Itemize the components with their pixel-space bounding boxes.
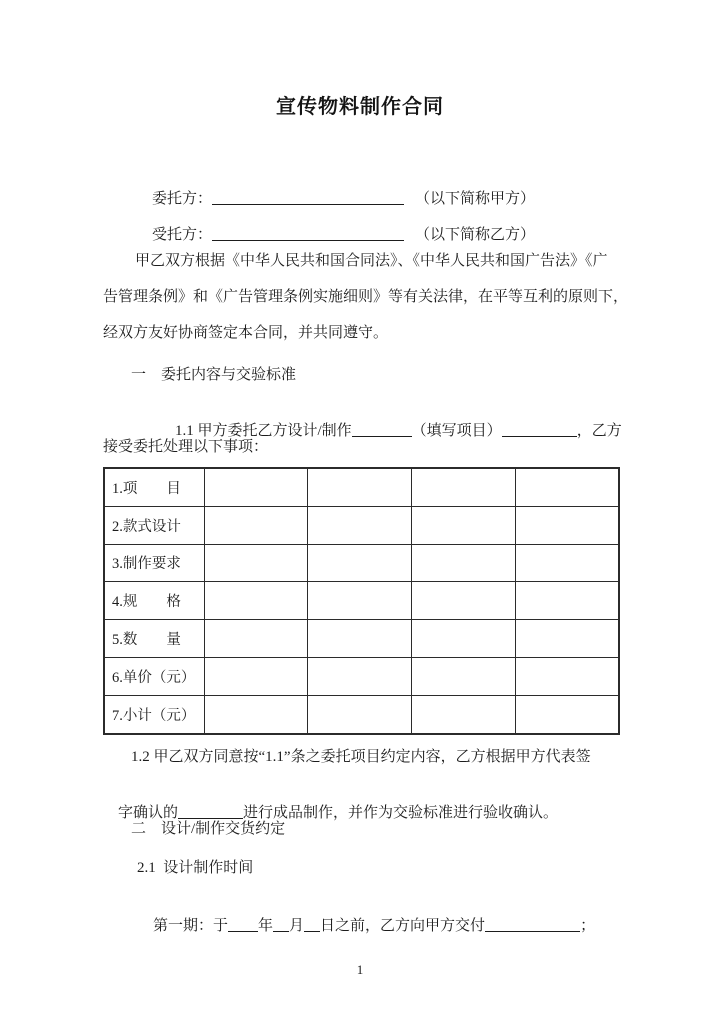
empty-cell xyxy=(412,695,516,733)
clause-1-1-continuation: 接受委托处理以下事项： xyxy=(103,439,269,455)
table-row-style-design xyxy=(104,506,619,544)
commission-items-table xyxy=(103,467,620,735)
empty-cell xyxy=(204,695,308,733)
section2-heading: 二 设计/制作交货约定 xyxy=(131,821,286,837)
empty-cell xyxy=(308,506,412,544)
clause-1-2-pre: 字确认的 xyxy=(118,805,179,821)
clause-1-1-hint: （填写项目） xyxy=(411,423,502,439)
row-label: 7.小计（元） xyxy=(104,695,204,733)
page-number: 1 xyxy=(356,962,364,977)
clause-1-1-text: 1.1 甲方委托乙方设计/制作 xyxy=(175,423,352,439)
clause-1-2-line-1: 1.2 甲乙双方同意按“1.1”条之委托项目约定内容，乙方根据甲方代表签 xyxy=(131,749,591,765)
section1-heading: 一 委托内容与交验标准 xyxy=(131,367,297,383)
trustee-note: （以下简称乙方） xyxy=(415,227,536,243)
consignor-note: （以下简称甲方） xyxy=(415,191,536,207)
trustee-label: 受托方： xyxy=(152,227,213,243)
empty-cell xyxy=(412,620,516,658)
table-row-specification xyxy=(104,582,619,620)
empty-cell xyxy=(204,544,308,582)
preamble-line-2: 告管理条例》和《广告管理条例实施细则》等有关法律，在平等互利的原则下， xyxy=(103,289,629,305)
clause-1-1-blank-2 xyxy=(502,423,577,437)
clause-2-1-heading: 2.1 设计制作时间 xyxy=(137,860,254,876)
empty-cell xyxy=(515,506,619,544)
empty-cell xyxy=(204,506,308,544)
empty-cell xyxy=(308,620,412,658)
table-row-quantity xyxy=(104,620,619,658)
empty-cell xyxy=(515,582,619,620)
row-label: 4.规 格 xyxy=(104,582,204,620)
empty-cell xyxy=(308,544,412,582)
table-row-subtotal xyxy=(104,695,619,733)
phase-1-seg-1: 第一期：于 xyxy=(153,918,229,934)
phase-1-year-blank xyxy=(228,918,258,932)
phase-1-seg-4: 日之前，乙方向甲方交付 xyxy=(320,918,486,934)
empty-cell xyxy=(412,506,516,544)
empty-cell xyxy=(515,695,619,733)
row-label: 5.数 量 xyxy=(104,620,204,658)
row-label: 2.款式设计 xyxy=(104,506,204,544)
table-row-project xyxy=(104,468,619,506)
empty-cell xyxy=(412,544,516,582)
phase-1-deliverable-blank xyxy=(485,918,580,932)
empty-cell xyxy=(515,657,619,695)
empty-cell xyxy=(308,695,412,733)
clause-1-2-blank xyxy=(178,805,243,819)
empty-cell xyxy=(308,582,412,620)
empty-cell xyxy=(204,468,308,506)
document-title: 宣传物料制作合同 xyxy=(276,96,444,118)
empty-cell xyxy=(412,582,516,620)
empty-cell xyxy=(412,657,516,695)
empty-cell xyxy=(515,620,619,658)
row-label: 6.单价（元） xyxy=(104,657,204,695)
preamble-line-3: 经双方友好协商签定本合同，并共同遵守。 xyxy=(103,325,389,341)
empty-cell xyxy=(515,544,619,582)
consignor-blank-line xyxy=(212,191,404,205)
phase-1-delivery-line xyxy=(138,896,595,956)
phase-1-seg-2: 年 xyxy=(258,918,274,934)
table-row-unit-price xyxy=(104,657,619,695)
phase-1-month-blank xyxy=(273,918,289,932)
consignor-label: 委托方： xyxy=(152,191,213,207)
row-label: 3.制作要求 xyxy=(104,544,204,582)
trustee-blank-line xyxy=(212,227,404,241)
empty-cell xyxy=(308,468,412,506)
clause-1-2-post: 进行成品制作，并作为交验标准进行验收确认。 xyxy=(243,805,559,821)
row-label: 1.项 目 xyxy=(104,468,204,506)
empty-cell xyxy=(515,468,619,506)
table-row-production-requirements xyxy=(104,544,619,582)
empty-cell xyxy=(204,657,308,695)
clause-1-1-tail: ，乙方 xyxy=(576,423,622,439)
empty-cell xyxy=(204,582,308,620)
phase-1-seg-5: ； xyxy=(580,918,596,934)
clause-1-1-blank-1 xyxy=(352,423,412,437)
empty-cell xyxy=(308,657,412,695)
empty-cell xyxy=(204,620,308,658)
preamble-line-1: 甲乙双方根据《中华人民共和国合同法》、《中华人民共和国广告法》《广 xyxy=(135,253,608,269)
phase-1-seg-3: 月 xyxy=(289,918,305,934)
empty-cell xyxy=(412,468,516,506)
phase-1-day-blank xyxy=(304,918,320,932)
